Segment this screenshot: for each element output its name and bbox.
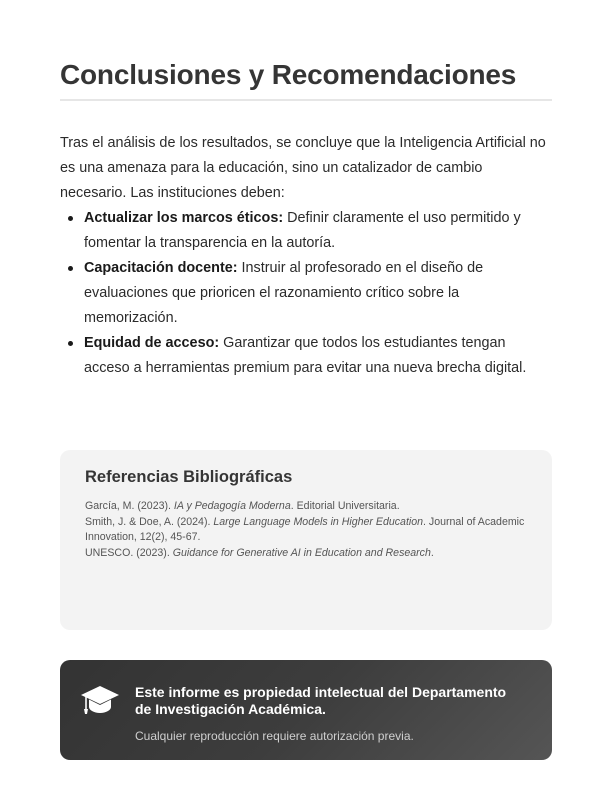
references-title: Referencias Bibliográficas	[85, 468, 293, 486]
copyright-subtitle: Cualquier reproducción requiere autorización previa.	[135, 729, 414, 743]
graduation-cap-icon	[80, 682, 120, 718]
reference-publisher: .	[430, 546, 434, 559]
recommendation-item	[60, 256, 552, 331]
page-title: Conclusiones y Recomendaciones	[60, 59, 517, 90]
recommendation-item	[60, 331, 552, 381]
reference-work-title: IA y Pedagogía Moderna	[173, 500, 291, 512]
conclusions-section	[60, 131, 552, 381]
recommendation-text: Garantizar que todos los estudiantes tengan acceso a herramientas premium para evitar una nueva brecha digital.	[84, 335, 527, 376]
reference-item	[85, 546, 527, 562]
recommendation-label: Actualizar los marcos éticos:	[84, 210, 284, 226]
recommendations-list	[60, 206, 552, 381]
reference-publisher: . Journal of Academic Innovation, 12(2), 45-67.	[85, 515, 525, 543]
recommendation-label: Equidad de acceso:	[84, 335, 220, 351]
copyright-banner	[60, 660, 552, 760]
reference-work-title: Large Language Models in Higher Education	[213, 515, 424, 528]
reference-author: UNESCO. (2023).	[85, 546, 173, 559]
recommendation-item	[60, 206, 552, 256]
reference-author: García, M. (2023).	[85, 500, 174, 512]
reference-publisher: . Editorial Universitaria.	[290, 500, 400, 512]
references-box	[60, 450, 552, 630]
bullet-icon	[68, 266, 73, 271]
title-divider	[60, 99, 552, 101]
intro-paragraph: Tras el análisis de los resultados, se concluye que la Inteligencia Artificial no es una amenaza para la educación, sino un catalizador de cambio necesario. Las instituciones deben:	[60, 135, 546, 201]
copyright-title: Este informe es propiedad intelectual del Departamento de Investigación Académica.	[135, 684, 507, 717]
reference-author: Smith, J. & Doe, A. (2024).	[85, 515, 214, 528]
recommendation-text: Definir claramente el uso permitido y fomentar la transparencia en la autoría.	[84, 210, 521, 251]
reference-work-title: Guidance for Generative AI in Education and Research	[172, 546, 431, 559]
recommendation-label: Capacitación docente:	[84, 260, 238, 276]
reference-item	[85, 499, 527, 515]
bullet-icon	[68, 341, 73, 346]
bullet-icon	[68, 216, 73, 221]
reference-item	[85, 515, 527, 546]
recommendation-text: Instruir al profesorado en el diseño de evaluaciones que prioricen el razonamiento crítico sobre la memorización.	[84, 260, 484, 326]
